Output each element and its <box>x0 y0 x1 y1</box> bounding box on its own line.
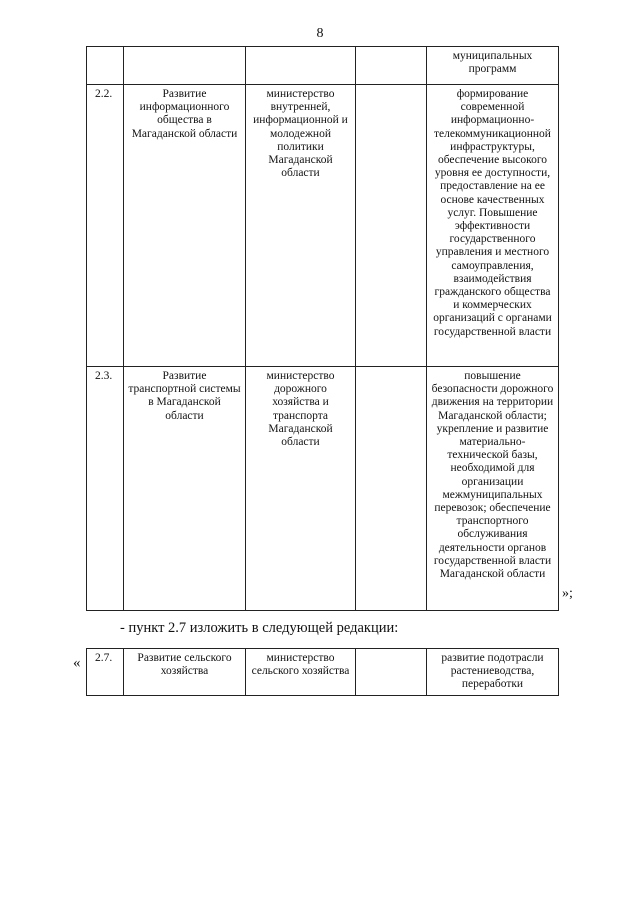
programs-table <box>86 46 559 611</box>
table-row <box>87 649 559 696</box>
cell-num: 2.7. <box>87 649 124 696</box>
cell-results: повышение безопасности дорожного движения на территории Магаданской области; укрепление и развитие материально-технической базы, необходимой для организации межмуниципальных перевозок; обеспечение транспортного обслуживания деятельности органов государственной власти Магаданской области <box>427 367 559 611</box>
cell-name: Развитие информационного общества в Магаданской области <box>124 85 246 367</box>
amended-row-table <box>86 648 559 696</box>
cell-name: Развитие сельского хозяйства <box>124 649 246 696</box>
cell-name: Развитие транспортной системы в Магаданской области <box>124 367 246 611</box>
cell-num: 2.2. <box>87 85 124 367</box>
closing-quote: »; <box>562 586 573 601</box>
cell-co-executor <box>356 367 427 611</box>
cell-executor: министерство дорожного хозяйства и транспорта Магаданской области <box>246 367 356 611</box>
opening-quote: « <box>73 655 81 671</box>
cell-co-executor <box>356 85 427 367</box>
cell-results: муниципальных программ <box>427 47 559 85</box>
cell-co-executor <box>356 649 427 696</box>
cell-results: формирование современной информационно-телекоммуникационной инфраструктуры, обеспечение высокого уровня ее доступности, предоставление на ее основе качественных услуг. Повышение эффективности государственного управления и местного самоуправления, взаимодействия гражданского общества и коммерческих организаций с органами государственной власти <box>427 85 559 367</box>
table-row <box>87 47 559 85</box>
page-number: 8 <box>316 26 324 41</box>
table-row <box>87 367 559 611</box>
cell-num: 2.3. <box>87 367 124 611</box>
table-row <box>87 85 559 367</box>
cell-num <box>87 47 124 85</box>
cell-name <box>124 47 246 85</box>
cell-executor: министерство внутренней, информационной и молодежной политики Магаданской области <box>246 85 356 367</box>
cell-co-executor <box>356 47 427 85</box>
cell-executor <box>246 47 356 85</box>
cell-results: развитие подотрасли растениеводства, переработки <box>427 649 559 696</box>
cell-executor: министерство сельского хозяйства <box>246 649 356 696</box>
instruction-text: - пункт 2.7 изложить в следующей редакции: <box>120 620 399 636</box>
